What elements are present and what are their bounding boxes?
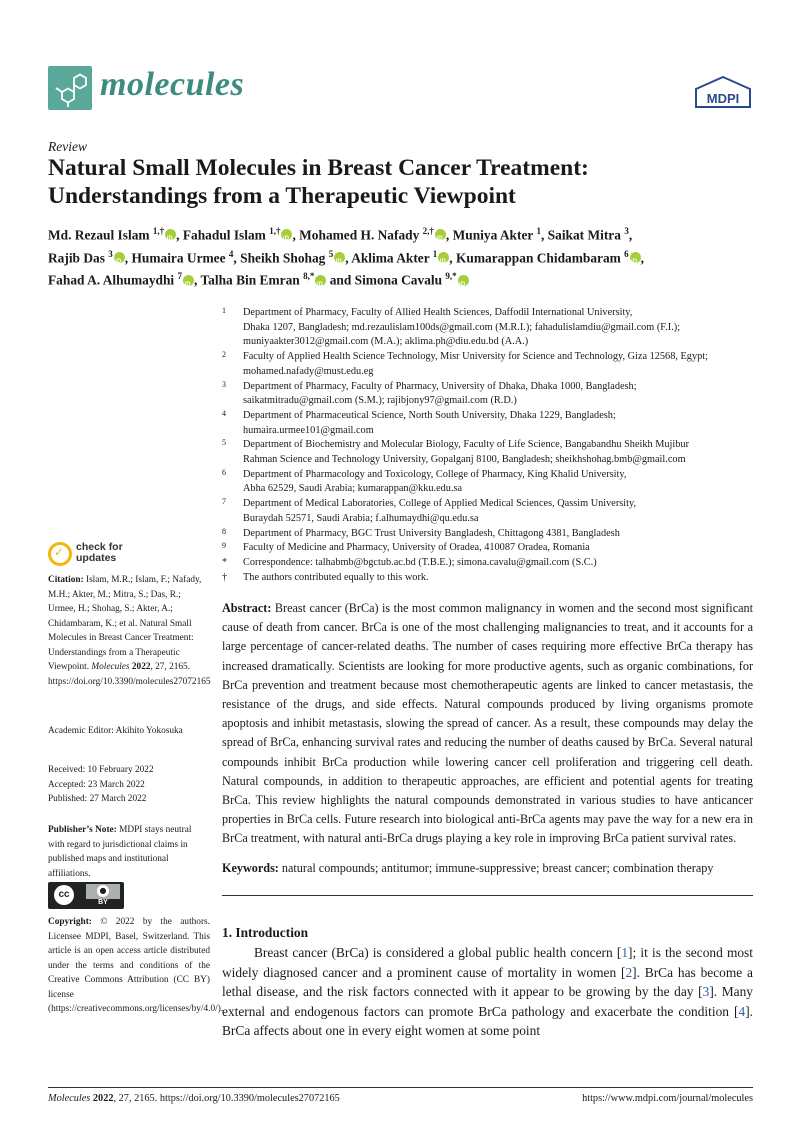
author-name: Kumarappan Chidambaram [456,250,621,266]
author-name: Muniya Akter [452,227,534,243]
check-updates-label: check for updates [76,541,123,564]
publishers-note [48,823,210,881]
affiliation-line: Department of Biochemistry and Molecular Biology, Faculty of Life Science, Bangabandhu Sheikh Mujibur [243,439,689,451]
publishers-note-label: Publisher’s Note: [48,825,117,835]
orcid-icon[interactable] [315,275,326,286]
intro-text-3: ]. BrCa has become a lethal disease, and the risk factors connected with it appear to be growing by the day [ [222,964,753,1000]
affiliation-item [222,468,762,497]
affiliation-line: muniyaakter3012@gmail.com (M.A.); aklima.ph@diu.edu.bd (A.A.) [243,336,529,348]
keywords-label: Keywords: [222,861,279,875]
authors-line-3: Fahad A. Alhumaydhi $^7$iD , Talha Bin Emran $^{8,*}$iD and Simona Cavalu $^{9,*}$iD [48,267,758,290]
author-name: Md. Rezaul Islam [48,227,150,243]
affiliation-line: Dhaka 1207, Bangladesh; md.rezaulislam100ds@gmail.com (M.R.I.); fahadulislamdiu@gmail.com (F.I.); [243,321,681,333]
keywords [222,859,753,877]
affiliation-marker: * [222,556,228,568]
affiliation-line: Faculty of Applied Health Science Technology, Misr University for Science and Technology, Giza 12568, Egypt; [243,351,708,363]
academic-editor: Academic Editor: Akihito Yokosuka [48,726,183,736]
author-name: Rajib Das [48,250,105,266]
affiliations [222,306,762,585]
affiliation-line: Rahman Science and Technology University, Gopalganj 8100, Bangladesh; sheikhshohag.bmb@gmail.com [243,454,686,466]
affiliation-line: Department of Pharmacology and Toxicology, College of Pharmacy, King Khalid University, [243,468,627,480]
author-affiliation-marker: 7 [177,271,183,282]
author-affiliation-marker: 6 [624,248,629,259]
author-name: Saikat Mitra [547,227,621,243]
author-affiliation-marker: 3 [108,248,113,259]
orcid-icon[interactable] [438,252,449,263]
author-affiliation-marker: 1 [432,248,438,259]
authors-line-1: Md. Rezaul Islam $^{1,\dagger}$iD , Fahadul Islam $^{1,\dagger}$iD , Mohamed H. Nafady $^{2,\dagger}$iD , Muniya Akter $^1$, Saikat Mitra $^3$, [48,222,758,245]
affiliation-line: humaira.urmee101@gmail.com [243,424,374,436]
affiliation-item [222,541,762,556]
author-affiliation-marker: 8,* [303,271,315,282]
accepted-date: Accepted: 23 March 2022 [48,779,145,790]
intro-text-5: ]. BrCa affects about one in every eight women at some point [222,1003,753,1039]
affiliation-marker: 3 [222,379,226,389]
author-list [48,222,758,290]
intro-text-4: ]. Many external and endogenous factors can promote BrCa pathology and exacerbate the condition [ [222,984,753,1019]
article-title [48,154,748,210]
footer-doi[interactable]: , 27, 2165. https://doi.org/10.3390/molecules27072165 [113,1093,340,1104]
citation-label: Citation: [48,575,84,585]
author-name: Humaira Urmee [131,250,226,266]
affiliation-line: mohamed.nafady@must.edu.eg [243,365,374,377]
attribution-person-icon: ● [97,885,109,897]
affiliation-marker: 6 [222,467,226,477]
affiliation-item [222,380,762,409]
reference-link[interactable]: 2 [625,964,633,980]
affiliation-line: Department of Pharmacy, BGC Trust University Bangladesh, Chittagong 4381, Bangladesh [243,527,620,539]
orcid-icon[interactable] [334,252,345,263]
received-date: Received: 10 February 2022 [48,765,154,775]
journal-logo-icon [48,66,92,110]
author-name: Sheikh Shohag [240,250,326,266]
author-affiliation-marker: 1 [536,226,541,236]
citation-rest[interactable]: , 27, 2165. https://doi.org/10.3390/molecules27072165 [48,662,211,687]
title-line-1: Natural Small Molecules in Breast Cancer Treatment: [48,155,589,181]
affiliation-line: Department of Pharmacy, Faculty of Pharmacy, University of Dhaka, Dhaka 1000, Bangladesh; [243,380,637,392]
orcid-icon[interactable] [435,229,446,240]
keywords-text: natural compounds; antitumor; immune-suppressive; breast cancer; combination therapy [281,861,714,875]
orcid-icon[interactable] [630,252,641,263]
reference-link[interactable]: 1 [621,945,629,960]
affiliation-line: The authors contributed equally to this work. [243,571,429,583]
cc-icon: cc [54,885,74,905]
author-name: Mohamed H. Nafady [299,227,420,243]
cc-by-license-icon[interactable] [48,882,124,909]
affiliation-item [222,306,762,350]
affiliation-item [222,527,762,542]
affiliation-item [222,497,762,526]
citation-text: Islam, M.R.; Islam, F.; Nafady, M.H.; Akter, M.; Mitra, S.; Das, R.; Urmee, H.; Shohag, S.; Akter, A.; Chidambaram, K.; et al. Natural Small Molecules in Breast Cancer Treatment: Understandings from a Therapeutic Viewpoint. [48,575,202,672]
intro-text-1: Breast cancer (BrCa) is considered a global public health concern [ [254,945,622,960]
affiliation-marker: 4 [222,408,226,418]
author-affiliation-marker: 3 [624,226,629,236]
citation-journal: Molecules [91,662,130,672]
affiliation-marker: † [222,571,228,583]
intro-text-2: ]; it is the second most widely diagnosed cancer and a prominent cause of mortality in women [ [222,945,753,980]
mdpi-logo-icon[interactable] [694,76,752,113]
author-affiliation-marker: 1,† [269,226,281,236]
publishers-note-text: MDPI stays neutral with regard to jurisdictional claims in published maps and institutional affiliations. [48,825,192,879]
check-for-updates-button[interactable] [48,540,148,570]
copyright-label: Copyright: [48,917,92,927]
affiliation-line: Abha 62529, Saudi Arabia; kumarappan@kku.edu.sa [243,483,463,495]
affiliation-item [222,556,762,571]
abstract-text: Breast cancer (BrCa) is the most common malignancy in women and the second most significant cause of death from cancer. BrCa is one of the most challenging malignancies to treat, and it accounts for a large percentage of cancer-related deaths. The number of cases requiring more effective BrCa therapy has increased dramatically. Scientists are looking for more productive agents, such as organic combinations, for BrCa prevention and treatment because most chemotherapeutic agents are linked to cancer metastasis, the resistance of the drugs, and side effects. Natural compounds produced by living organisms promote apoptosis and inhibit metastasis, slowing the spread of cancer. As a result, these compounds may delay the spread of BrCa, enhancing survival rates and reducing the number of deaths caused by BrCa. Several natural compounds inhibit BrCa production while lowering cancer cell proliferation and triggering cell death. Natural compounds, in addition to therapeutic approaches, are efficient and potential agents for treating BrCa. This review highlights the natural compounds demonstrated in various studies to have anticancer properties in BrCa cells. Future research into biological anti-BrCa agents may pave the way for a new era in BrCa treatment, with natural anti-BrCa drugs playing a key role in improving BrCa patient survival rates. [222,601,753,846]
dates-block [48,763,210,807]
footer-journal: Molecules [48,1093,91,1104]
authors-line-2: Rajib Das $^3$iD , Humaira Urmee $^4$, Sheikh Shohag $^5$iD , Aklima Akter $^1$iD , Kumarappan Chidambaram $^6$iD , [48,245,758,268]
affiliation-line: saikatmitradu@gmail.com (S.M.); rajibjony97@gmail.com (R.D.) [243,395,517,407]
copyright-block [48,915,224,1017]
author-affiliation-marker: 1,† [152,226,165,236]
footer-citation [48,1093,340,1104]
affiliation-marker: 7 [222,497,226,507]
affiliation-marker: 8 [222,526,226,536]
footer-journal-url[interactable]: https://www.mdpi.com/journal/molecules [582,1093,753,1104]
checkmark-icon: ✓ [54,545,65,559]
orcid-icon[interactable] [165,229,176,240]
section-heading-introduction: 1. Introduction [222,925,309,940]
author-name: and Simona Cavalu [329,272,443,288]
orcid-icon[interactable] [281,229,292,240]
orcid-icon[interactable] [183,275,194,286]
affiliation-item [222,409,762,438]
abstract [222,599,753,849]
affiliation-marker: 1 [222,306,226,315]
citation-block [48,573,210,689]
author-affiliation-marker: 2,† [422,226,434,236]
svg-text:MDPI: MDPI [706,91,740,106]
affiliation-line: Department of Pharmaceutical Science, North South University, Dhaka 1229, Bangladesh; [243,409,616,421]
article-type: Review [48,139,87,154]
author-name: Fahadul Islam [182,227,266,243]
section-divider [222,895,753,896]
citation-year: 2022 [131,662,151,672]
author-name: Aklima Akter [351,250,430,266]
affiliation-line: Buraydah 52571, Saudi Arabia; f.alhumaydhi@qu.edu.sa [243,512,479,524]
affiliation-item [222,571,762,586]
reference-link[interactable]: 4 [738,1003,746,1019]
orcid-icon[interactable] [458,275,469,286]
title-line-2: Understandings from a Therapeutic Viewpoint [48,183,516,209]
introduction-paragraph [222,943,753,1041]
affiliation-marker: 2 [222,350,226,360]
by-label: BY [98,899,108,906]
author-affiliation-marker: 5 [328,248,334,259]
affiliation-marker: 9 [222,541,226,551]
author-name: Talha Bin Emran [200,272,300,288]
reference-link[interactable]: 3 [702,984,710,1000]
author-name: Fahad A. Alhumaydhi [48,272,175,288]
affiliation-line: Department of Medical Laboratories, College of Applied Medical Sciences, Qassim University, [243,498,637,510]
affiliation-marker: 5 [222,438,226,448]
footer-divider [48,1087,753,1088]
abstract-label: Abstract: [222,601,272,615]
journal-name[interactable]: molecules [100,66,245,103]
footer-year: 2022 [92,1093,114,1104]
affiliation-line: Department of Pharmacy, Faculty of Allied Health Sciences, Daffodil International University, [243,307,633,318]
published-date: Published: 27 March 2022 [48,794,147,804]
author-affiliation-marker: 9,* [445,271,457,282]
author-affiliation-marker: 4 [228,248,234,259]
affiliation-item [222,350,762,379]
affiliation-line: Correspondence: talhabmb@bgctub.ac.bd (T.B.E.); simona.cavalu@gmail.com (S.C.) [243,556,597,568]
affiliation-item [222,438,762,467]
copyright-text: © 2022 by the authors. Licensee MDPI, Basel, Switzerland. This article is an open access article distributed under the terms and conditions of the Creative Commons Attribution (CC BY) license (https://creativecommons.org/licenses/by/4.0/). [48,917,224,1014]
orcid-icon[interactable] [114,252,125,263]
affiliation-line: Faculty of Medicine and Pharmacy, University of Oradea, 410087 Oradea, Romania [243,542,590,554]
